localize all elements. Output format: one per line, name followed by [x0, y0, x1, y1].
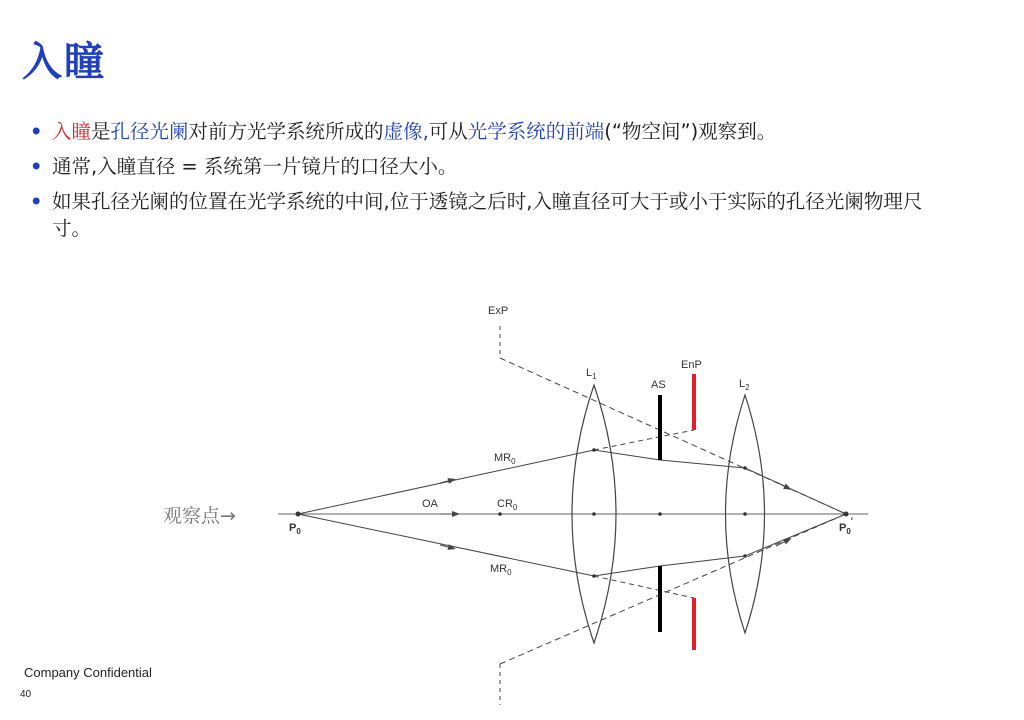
bullet-dot: •: [30, 120, 43, 143]
point-ray: [592, 574, 596, 578]
label-as: AS: [651, 379, 666, 391]
term-aperture-stop: 孔径光阑: [110, 120, 189, 143]
label-cr: $CR_0$: [497, 498, 518, 512]
label-enp: EnP: [681, 359, 702, 371]
point-cr: [498, 512, 502, 516]
bullet-dot: •: [30, 155, 43, 178]
slide-title: 入瞳: [22, 39, 106, 85]
bullet-text: 是: [91, 120, 111, 143]
footer-confidential: Company Confidential: [24, 665, 152, 680]
page-number: 40: [20, 689, 32, 700]
label-p0-prime: $P_0'$: [839, 516, 853, 536]
label-l1: $L_1$: [586, 367, 597, 381]
bullet-text: 对前方光学系统所成的: [188, 120, 384, 143]
bullet-text: (“物空间”)观察到。: [604, 120, 777, 143]
point-ray: [592, 448, 596, 452]
bullet-text: 如果孔径光阑的位置在光学系统的中间,位于透镜之后时,入瞳直径可大于或小于实际的孔径光阑物理尺寸。: [52, 190, 923, 240]
point-p0: [296, 512, 301, 517]
term-entrance-pupil: 入瞳: [52, 120, 92, 143]
point-axis: [592, 512, 596, 516]
label-exp: ExP: [488, 305, 509, 317]
point-ray: [743, 554, 747, 558]
point-ray: [743, 466, 747, 470]
exit-pupil-dashed-bottom: [500, 514, 846, 664]
point-axis: [743, 512, 747, 516]
bullet-dot: •: [30, 190, 43, 213]
bullet-text: 通常,入瞳直径 = 系统第一片镜片的口径大小。: [52, 155, 458, 178]
observer-label: 观察点→: [163, 505, 236, 527]
term-front-end: 光学系统的前端: [467, 120, 605, 143]
bullet-text: 可从: [428, 120, 468, 143]
point-axis: [658, 512, 662, 516]
label-mr-top: $MR_0$: [494, 452, 516, 466]
label-oa: OA: [422, 498, 438, 510]
label-l2: $L_2$: [739, 378, 750, 392]
exit-pupil-dashed-top: [500, 358, 846, 514]
term-virtual-image: 虚像,: [383, 120, 429, 143]
point-p0-prime: [844, 512, 849, 517]
label-mr-bottom: $MR_0$: [490, 563, 512, 577]
label-p0: $P_0$: [289, 522, 301, 536]
